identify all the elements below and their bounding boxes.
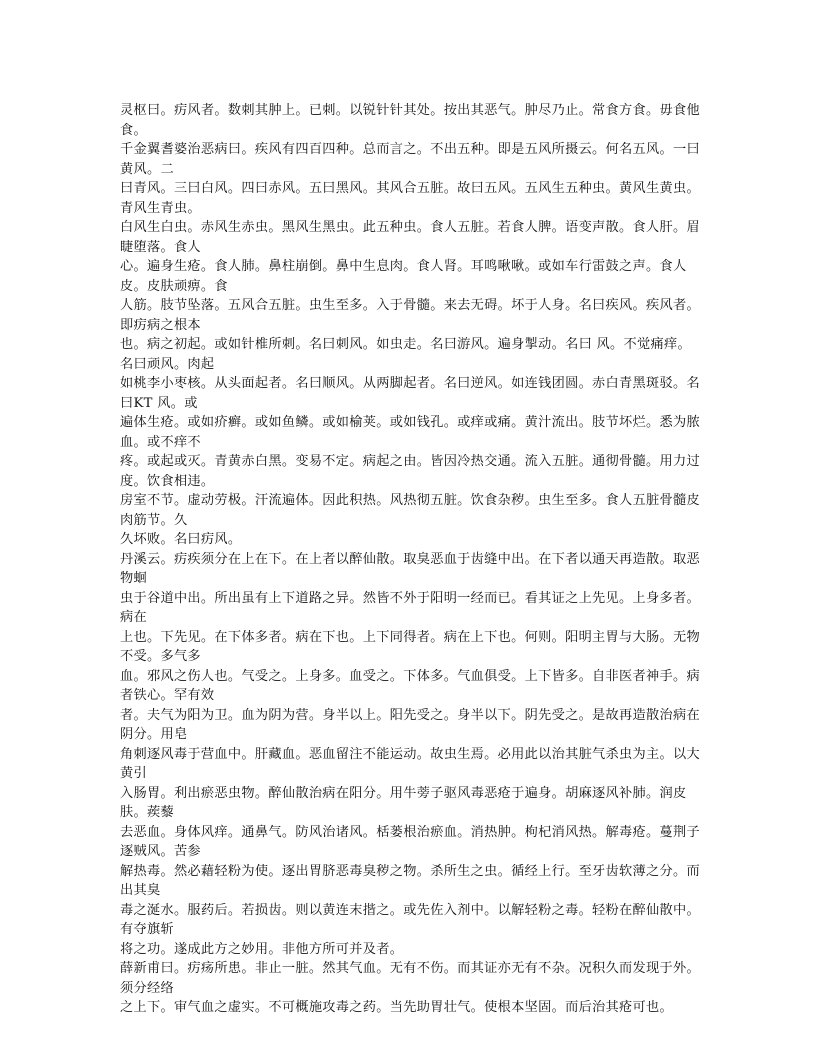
text-line: 将之功。遂成此方之妙用。非他方所可并及者。 (120, 941, 404, 957)
text-line: 上也。下先见。在下体多者。病在下也。上下同得者。病在上下也。何则。阳明主胃与大肠。无物不受。多气多 (120, 629, 700, 664)
text-line: 血。邪风之伤人也。气受之。上身多。血受之。下体多。气血俱受。上下皆多。自非医者神手。病者铁心。罕有效 (120, 668, 700, 703)
text-line: 入肠胃。利出瘀恶虫物。醉仙散治病在阳分。用牛蒡子驱风毒恶疮于遍身。胡麻逐风补肺。润皮肤。蒺藜 (120, 785, 687, 820)
text-line: 虫于谷道中出。所出虽有上下道路之异。然皆不外于阳明一经而已。看其证之上先见。上身多者。病在 (120, 590, 700, 625)
text-line: 者。夫气为阳为卫。血为阴为营。身半以上。阳先受之。身半以下。阴先受之。是故再造散治病在阴分。用皂 (120, 707, 700, 742)
text-line: 角刺逐风毒于营血中。肝藏血。恶血留注不能运动。故虫生焉。必用此以治其脏气杀虫为主。以大黄引 (120, 746, 700, 781)
text-line: 房室不节。虚动劳极。汗流遍体。因此积热。风热彻五脏。饮食杂秽。虫生至多。食人五脏骨髓皮肉筋节。久 (120, 493, 700, 528)
text-line: 丹溪云。疠疾须分在上在下。在上者以醉仙散。取臭恶血于齿缝中出。在下者以通天再造散。取恶物蛔 (120, 551, 700, 586)
text-line: 心。遍身生疮。食人肺。鼻柱崩倒。鼻中生息肉。食人肾。耳鸣啾啾。或如车行雷鼓之声。食人皮。皮肤顽痹。食 (120, 259, 687, 294)
text-line: 如桃李小枣核。从头面起者。名曰顺风。从两脚起者。名曰逆风。如连钱团圆。赤白青黑斑驳。名曰KT 风。或 (120, 376, 700, 411)
text-line: 白风生白虫。赤风生赤虫。黑风生黑虫。此五种虫。食人五脏。若食人脾。语变声散。食人肝。眉睫堕落。食人 (120, 220, 700, 255)
text-line: 人筋。肢节坠落。五风合五脏。虫生至多。入于骨髓。来去无碍。坏于人身。名曰疾风。疾风者。即疠病之根本 (120, 298, 700, 333)
text-line: 遍体生疮。或如疥癣。或如鱼鳞。或如榆荚。或如钱孔。或痒或痛。黄汁流出。肢节坏烂。悉为脓血。或不痒不 (120, 415, 700, 450)
text-line: 毒之涎水。服药后。若损齿。则以黄连末揩之。或先佐入剂中。以解轻粉之毒。轻粉在醉仙散中。有夺旗斩 (120, 902, 700, 937)
text-line: 之上下。审气血之虚实。不可概施攻毒之药。当先助胃壮气。使根本坚固。而后治其疮可也。 (120, 1000, 673, 1015)
text-line: 曰青风。三曰白风。四曰赤风。五曰黑风。其风合五脏。故曰五风。五风生五种虫。黄风生黄虫。青风生青虫。 (120, 181, 700, 216)
text-line: 久坏败。名曰疠风。 (120, 532, 242, 547)
text-line: 疼。或起或灭。青黄赤白黑。变易不定。病起之由。皆因冷热交通。流入五脏。通彻骨髓。用力过度。饮食相违。 (120, 454, 700, 489)
text-line: 也。病之初起。或如针椎所刺。名曰刺风。如虫走。名曰游风。遍身掣动。名曰 风。不觉痛痒。名曰顽风。肉起 (120, 337, 691, 372)
text-line: 灵枢曰。疠风者。数刺其肿上。已刺。以锐针针其处。按出其恶气。肿尽乃止。常食方食。毋食他食。 (120, 103, 700, 138)
text-line: 解热毒。然必藉轻粉为使。逐出胃脐恶毒臭秽之物。杀所生之虫。循经上行。至牙齿软薄之分。而出其臭 (120, 863, 700, 898)
document-body (120, 101, 700, 1018)
text-line: 千金翼耆婆治恶病曰。疾风有四百四种。总而言之。不出五种。即是五风所摄云。何名五风。一曰黄风。二 (120, 142, 700, 177)
text-line: 薛新甫曰。疠疡所患。非止一脏。然其气血。无有不伤。而其证亦无有不杂。况积久而发现于外。须分经络 (120, 961, 700, 996)
text-line: 去恶血。身体风痒。通鼻气。防风治诸风。栝蒌根治瘀血。消热肿。枸杞消风热。解毒疮。蔓荆子逐贼风。苦参 (120, 824, 700, 859)
